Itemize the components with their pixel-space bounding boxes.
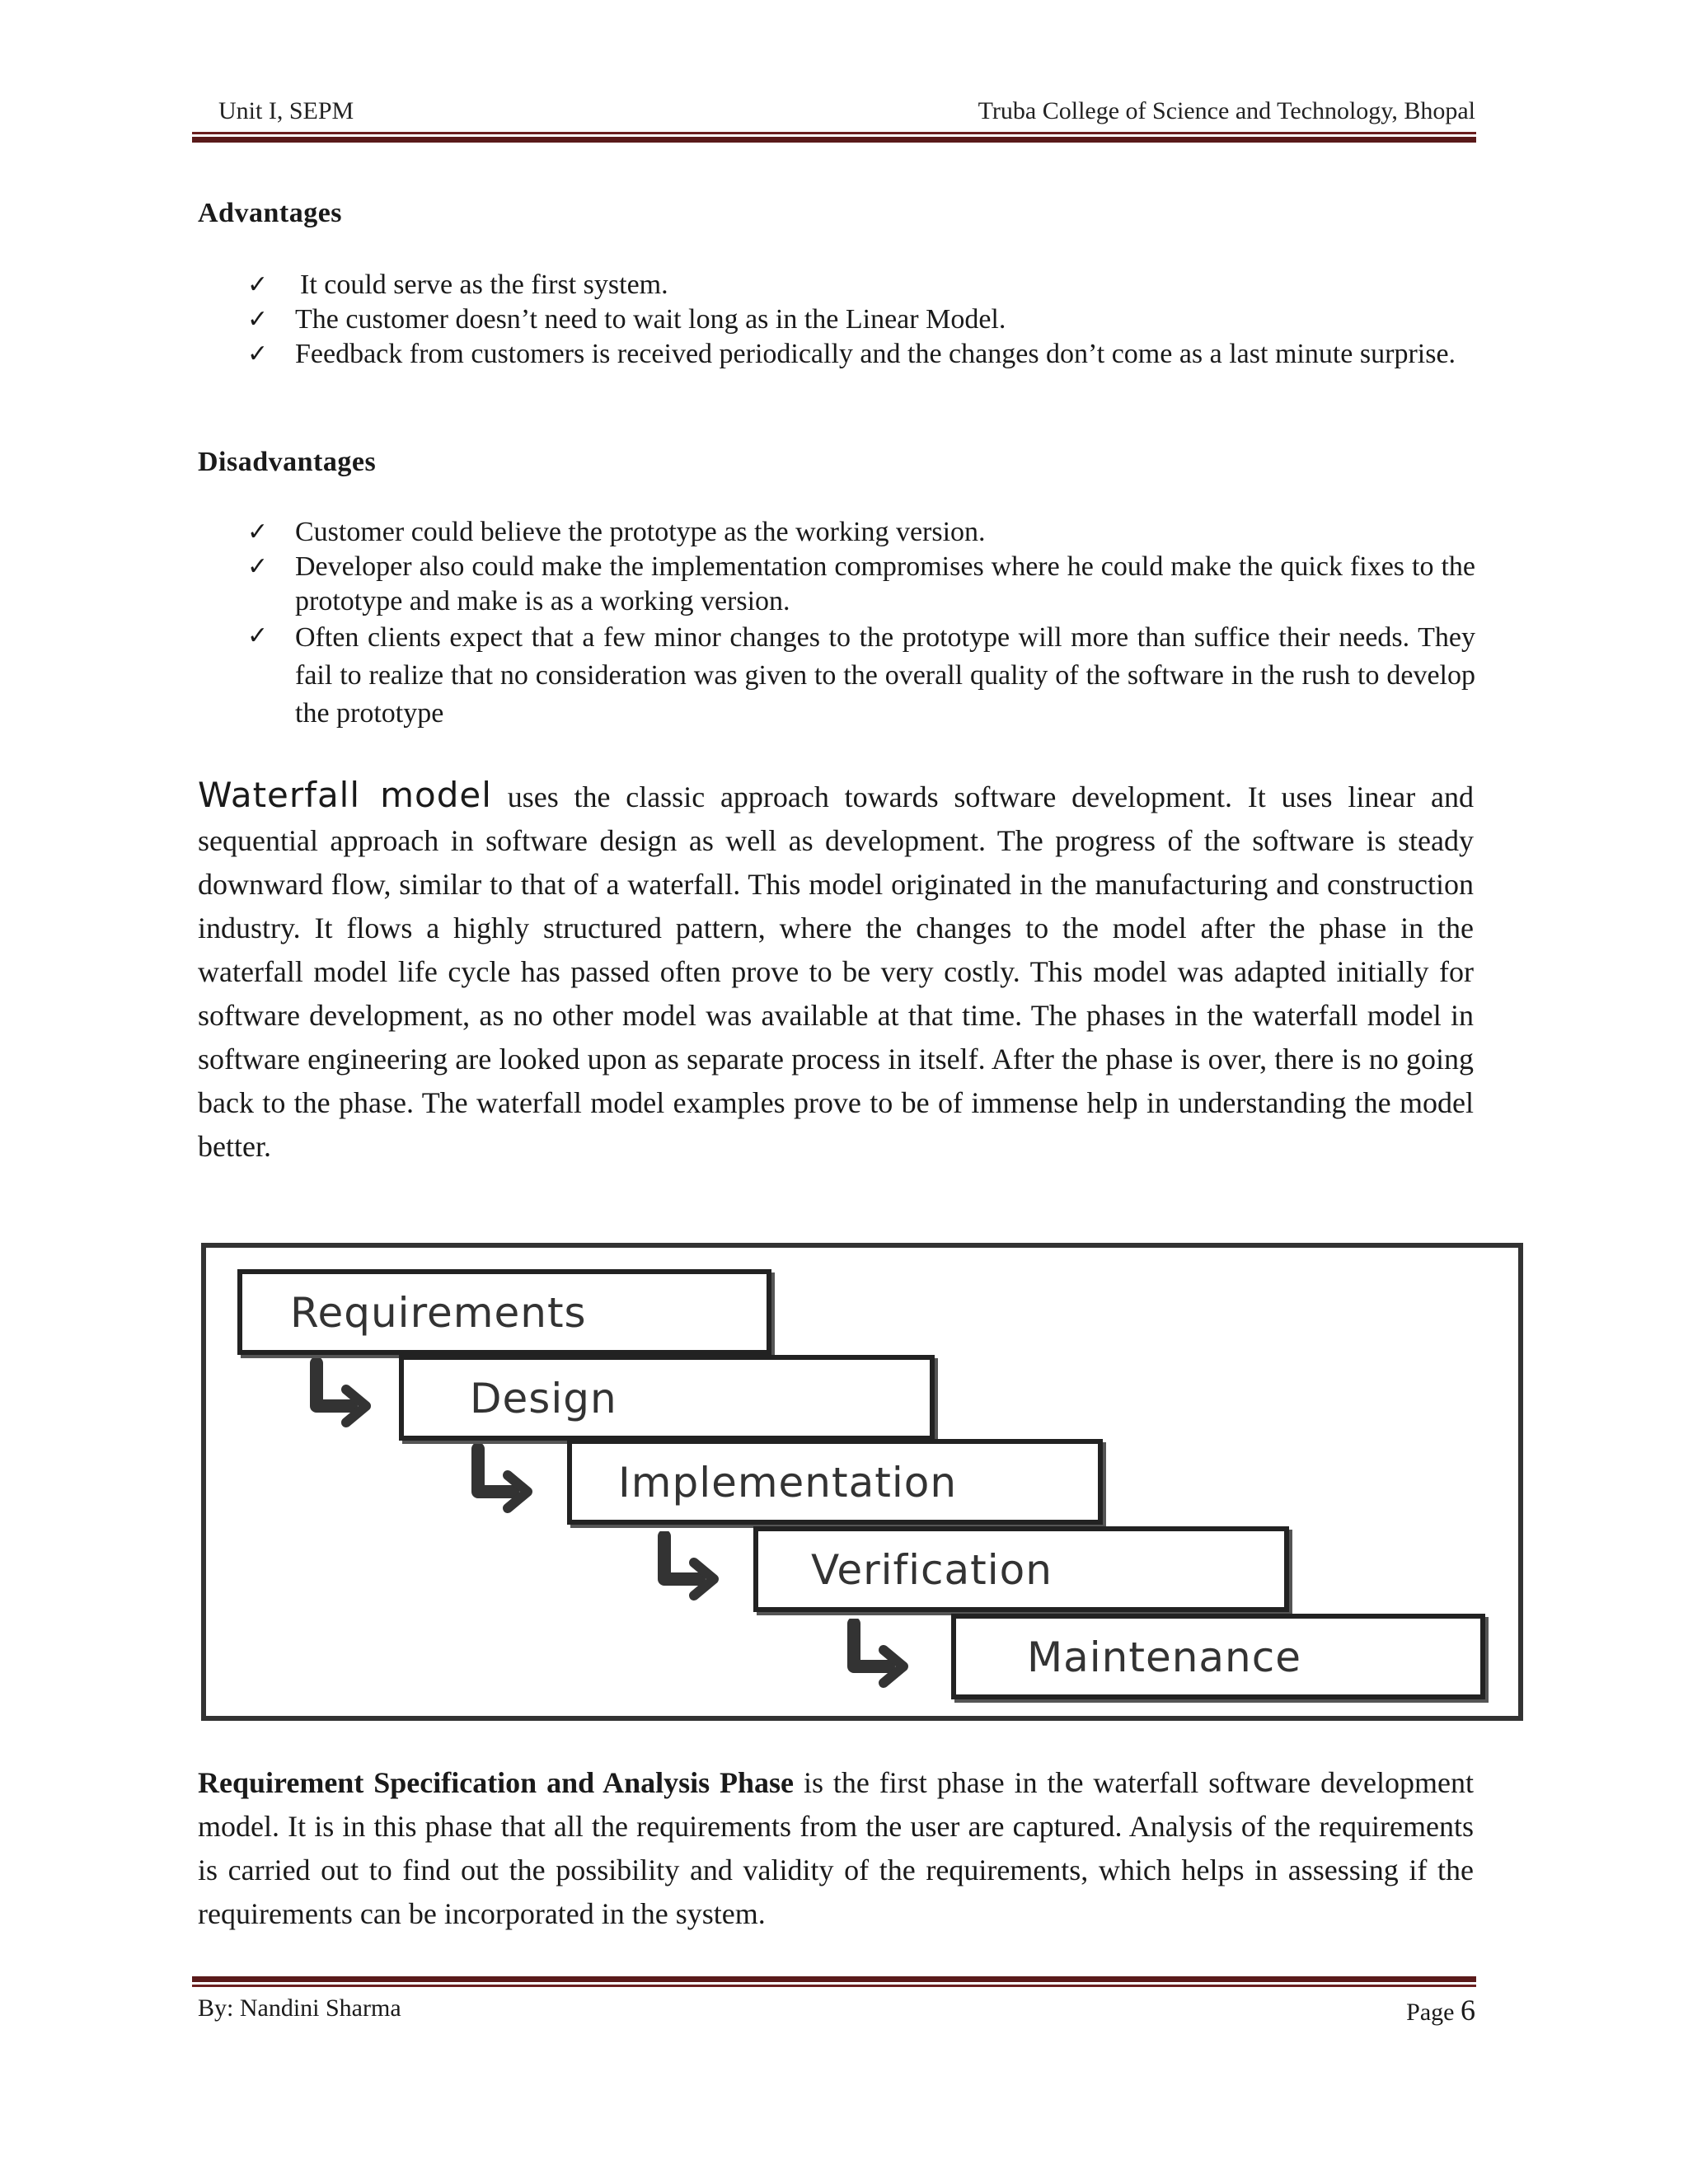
requirement-phase-text: is the first phase in the waterfall software development model. It is in this phase that all the requirements from the user are captured. Analysis of the requirements is carried out to find out the possibility and validity of the requirements, which helps in assessing if the requirements can be incorporated in the system. [198, 1766, 1475, 1930]
arrow-down-right-icon [305, 1358, 379, 1432]
waterfall-term: Waterfall model [198, 775, 492, 815]
requirement-phase-paragraph [198, 1761, 1474, 1936]
advantages-list [247, 268, 1475, 372]
waterfall-diagram [201, 1243, 1523, 1721]
arrow-down-right-icon [653, 1531, 727, 1605]
check-icon: ✓ [247, 552, 269, 581]
waterfall-paragraph [198, 773, 1474, 1169]
phase-box-verification: Verification [753, 1526, 1289, 1612]
header-right: Truba College of Science and Technology, Bhopal [978, 97, 1475, 124]
check-icon: ✓ [247, 518, 269, 546]
page-number-label: Page 6 [1406, 1994, 1475, 2027]
phase-box-implementation: Implementation [567, 1439, 1103, 1525]
list-item: ✓ The customer doesn’t need to wait long as in the Linear Model. [247, 302, 1475, 337]
page-number: 6 [1461, 1994, 1475, 2027]
list-item: ✓ Customer could believe the prototype as the working version. [247, 515, 1475, 550]
disadvantages-list [247, 515, 1475, 733]
disadvantages-heading: Disadvantages [198, 447, 377, 477]
check-icon: ✓ [247, 340, 269, 368]
header-rule [192, 132, 1476, 143]
waterfall-text: uses the classic approach towards software development. It uses linear and sequential approach in software design as well as development. The progress of the software is steady downward flow, similar to that of a waterfall. This model originated in the manufacturing and construction industry. It flows a highly structured pattern, where the changes to the model after the phase in the waterfall model life cycle has passed often prove to be very costly. This model was adapted initially for software development, as no other model was available at that time. The phases in the waterfall model in software engineering are looked upon as separate process in itself. After the phase is over, there is no going back to the phase. The waterfall model examples prove to be of immense help in understanding the model better. [198, 780, 1475, 1163]
phase-box-design: Design [399, 1355, 935, 1441]
phase-box-maintenance: Maintenance [951, 1614, 1485, 1699]
check-icon: ✓ [247, 270, 269, 299]
phase-box-requirements: Requirements [237, 1269, 771, 1355]
requirement-phase-term: Requirement Specification and Analysis Phase [198, 1766, 795, 1799]
list-item: ✓ Feedback from customers is received periodically and the changes don’t come as a last minute surprise. [247, 337, 1475, 372]
list-item: ✓ Often clients expect that a few minor changes to the prototype will more than suffice their needs. They fail to realize that no consideration was given to the overall quality of the software in the rush to develop the prototype [247, 619, 1475, 733]
header-left: Unit I, SEPM [218, 97, 354, 124]
arrow-down-right-icon [842, 1619, 917, 1693]
arrow-down-right-icon [467, 1444, 541, 1518]
list-item: ✓ Developer also could make the implementation compromises where he could make the quick fixes to the prototype and make is as a working version. [247, 551, 1475, 616]
check-icon: ✓ [247, 621, 269, 650]
check-icon: ✓ [247, 305, 269, 334]
footer-rule [192, 1976, 1476, 1987]
list-item: ✓ It could serve as the first system. [247, 268, 1475, 302]
footer-author: By: Nandini Sharma [198, 1994, 401, 2022]
advantages-heading: Advantages [198, 198, 343, 228]
